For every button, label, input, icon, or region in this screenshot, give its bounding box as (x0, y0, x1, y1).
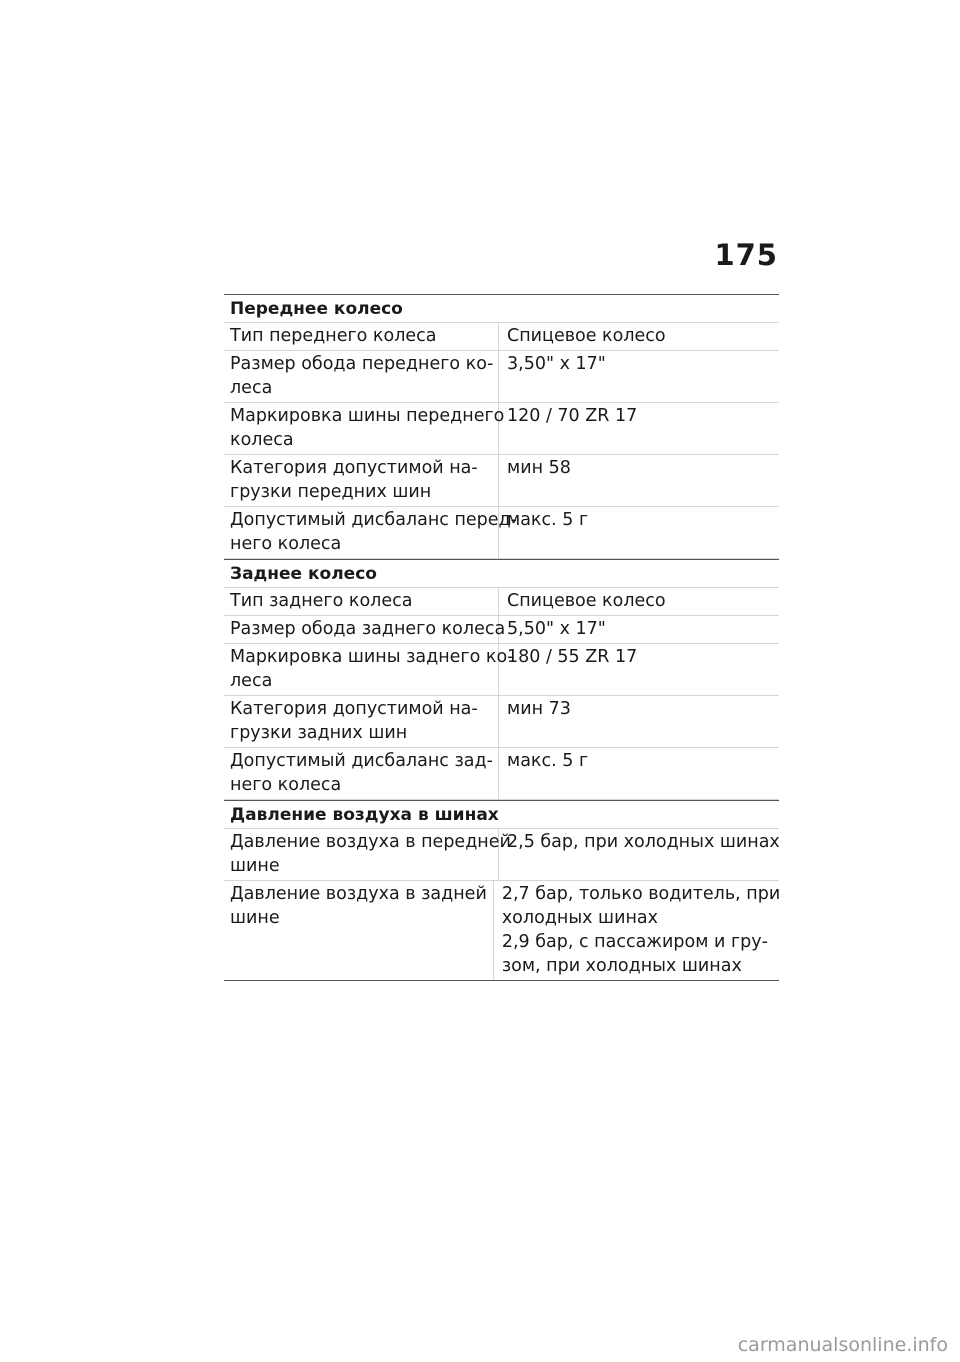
row-value (499, 323, 779, 350)
value-line: Спицевое колесо (507, 591, 666, 611)
row-label (224, 507, 517, 558)
label-line: шине (230, 856, 280, 876)
row-value (499, 829, 786, 880)
row-value (499, 351, 779, 402)
value-line: 3,50" x 17" (507, 354, 606, 374)
value-line: мин 58 (507, 458, 571, 478)
section-tire-pressure (224, 800, 779, 981)
label-line: Категория допустимой на- (230, 699, 478, 719)
row-value (499, 588, 779, 615)
label-line: Допустимый дисбаланс перед- (230, 510, 517, 530)
label-line: леса (230, 378, 273, 398)
value-line: макс. 5 г (507, 510, 589, 530)
row-label (224, 455, 499, 506)
table-row (224, 455, 779, 507)
table-row (224, 351, 779, 403)
table-row (224, 588, 779, 616)
value-line: 2,9 бар, с пассажиром и гру- (501, 932, 768, 952)
value-line: 120 / 70 ZR 17 (507, 406, 638, 426)
label-line: него колеса (230, 534, 342, 554)
row-value (499, 507, 779, 558)
table-row (224, 616, 779, 644)
label-line: Категория допустимой на- (230, 458, 478, 478)
label-line: Размер обода переднего ко- (230, 354, 494, 374)
value-line: мин 73 (507, 699, 571, 719)
label-line: Размер обода заднего колеса (230, 619, 506, 639)
label-line: него колеса (230, 775, 342, 795)
label-line: Маркировка шины заднего ко- (230, 647, 514, 667)
label-line: грузки передних шин (230, 482, 432, 502)
spec-table (224, 294, 779, 981)
section-title: Переднее колесо (224, 295, 779, 323)
row-label (224, 403, 505, 454)
section-title: Заднее колесо (224, 560, 779, 588)
row-label (224, 748, 499, 799)
label-line: леса (230, 671, 273, 691)
table-row (224, 644, 779, 696)
page-number: 175 (714, 238, 778, 272)
label-line: Маркировка шины переднего (230, 406, 505, 426)
value-line: 2,7 бар, только водитель, при (501, 884, 781, 904)
value-line: холодных шинах (501, 908, 658, 928)
label-line: колеса (230, 430, 294, 450)
row-label (224, 616, 506, 643)
section-front-wheel (224, 295, 779, 559)
row-label (224, 696, 499, 747)
value-line: 180 / 55 ZR 17 (507, 647, 638, 667)
table-row (224, 696, 779, 748)
value-line: макс. 5 г (507, 751, 589, 771)
row-label (224, 351, 499, 402)
table-row (224, 829, 779, 881)
section-rear-wheel (224, 559, 779, 800)
label-line: Давление воздуха в передней (230, 832, 511, 852)
value-line: 2,5 бар, при холодных шинах (507, 832, 780, 852)
row-label (224, 588, 499, 615)
table-row (224, 881, 779, 981)
label-line: Тип заднего колеса (230, 591, 413, 611)
row-value (499, 748, 779, 799)
table-row (224, 323, 779, 351)
row-label (224, 881, 494, 980)
row-value (499, 696, 779, 747)
label-line: шине (230, 908, 280, 928)
value-line: 5,50" x 17" (507, 619, 606, 639)
label-line: Тип переднего колеса (230, 326, 437, 346)
row-label (224, 829, 511, 880)
row-label (224, 644, 514, 695)
footer-watermark[interactable]: carmanualsonline.info (737, 1334, 948, 1356)
table-row (224, 403, 779, 455)
row-value (499, 644, 779, 695)
row-value (499, 455, 779, 506)
table-row (224, 748, 779, 800)
table-row (224, 507, 779, 559)
row-value (499, 616, 779, 643)
value-line: зом, при холодных шинах (501, 956, 742, 976)
row-value (499, 403, 779, 454)
label-line: грузки задних шин (230, 723, 408, 743)
row-label (224, 323, 499, 350)
section-title: Давление воздуха в шинах (224, 801, 779, 829)
label-line: Давление воздуха в задней (230, 884, 487, 904)
label-line: Допустимый дисбаланс зад- (230, 751, 493, 771)
value-line: Спицевое колесо (507, 326, 666, 346)
row-value (494, 881, 786, 980)
